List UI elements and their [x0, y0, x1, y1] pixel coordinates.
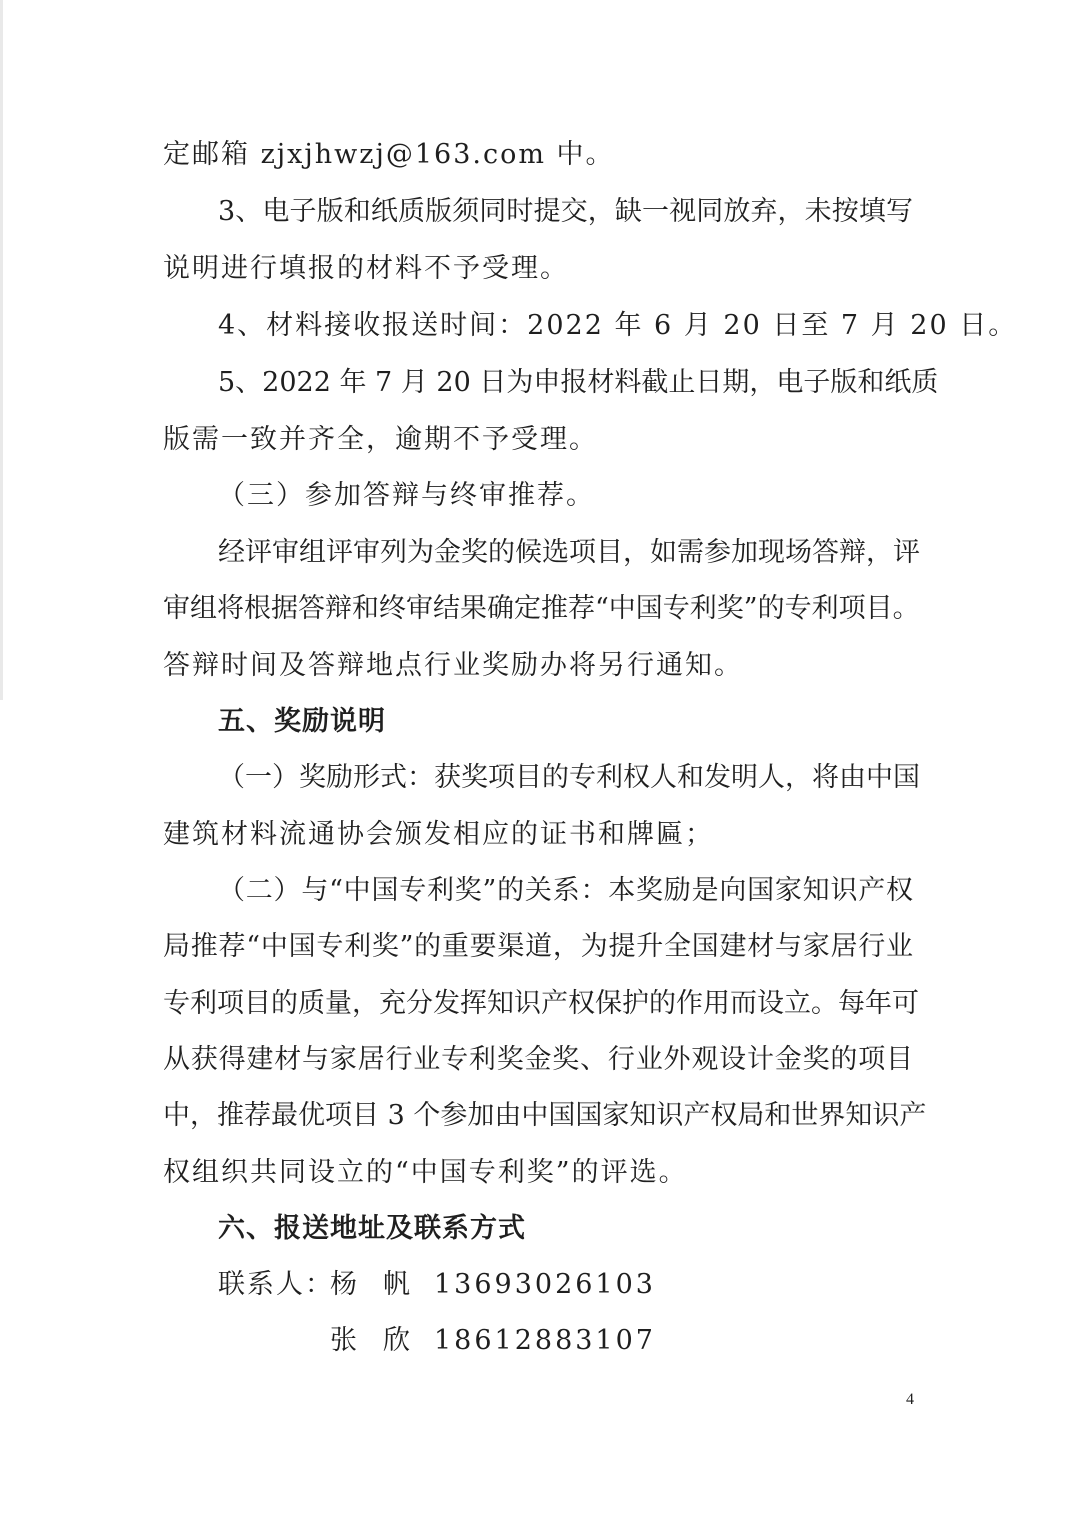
reward-1-line-1: （一）奖励形式：获奖项目的专利权人和发明人，将由中国: [218, 762, 920, 793]
reward-2-line-1: （二）与“中国专利奖”的关系：本奖励是向国家知识产权: [218, 875, 913, 906]
contact-row-2: [218, 1321, 656, 1361]
item-3-line-1: 3、电子版和纸质版须同时提交，缺一视同放弃，未按填写: [218, 196, 913, 227]
item-4-line: 4、材料接收报送时间：2022 年 6 月 20 日至 7 月 20 日。: [218, 310, 1018, 341]
contact-name: 张欣: [330, 1325, 436, 1356]
section-6-heading: 六、报送地址及联系方式: [218, 1213, 526, 1244]
contact-phone: 13693026103: [434, 1269, 656, 1300]
reward-1-line-2: 建筑材料流通协会颁发相应的证书和牌匾；: [163, 819, 714, 850]
contact-row-1: [218, 1265, 656, 1305]
subsection-3-line-1: 经评审组评审列为金奖的候选项目，如需参加现场答辩，评: [218, 537, 920, 568]
item-3-line-2: 说明进行填报的材料不予受理。: [163, 253, 569, 284]
reward-2-line-6: 权组织共同设立的“中国专利奖”的评选。: [163, 1157, 688, 1188]
paragraph-line-email: 定邮箱 zjxjhwzj@163.com 中。: [163, 139, 615, 170]
subsection-3-line-2: 审组将根据答辩和终审结果确定推荐“中国专利奖”的专利项目。: [163, 593, 920, 624]
item-5-line-1: 5、2022 年 7 月 20 日为申报材料截止日期，电子版和纸质: [218, 367, 939, 398]
item-5-line-2: 版需一致并齐全，逾期不予受理。: [163, 424, 598, 455]
subsection-3-line-3: 答辩时间及答辩地点行业奖励办将另行通知。: [163, 650, 743, 681]
section-5-heading: 五、奖励说明: [218, 706, 386, 737]
contact-label: 联系人：: [218, 1269, 334, 1300]
reward-2-line-3: 专利项目的质量，充分发挥知识产权保护的作用而设立。每年可: [163, 988, 919, 1019]
reward-2-line-5: 中，推荐最优项目 3 个参加由中国国家知识产权局和世界知识产: [163, 1100, 927, 1131]
reward-2-line-2: 局推荐“中国专利奖”的重要渠道，为提升全国建材与家居行业: [163, 931, 913, 962]
contact-name: 杨帆: [330, 1269, 436, 1300]
subsection-3-title: （三）参加答辩与终审推荐。: [218, 480, 595, 511]
page-number: 4: [906, 1391, 914, 1408]
reward-2-line-4: 从获得建材与家居行业专利奖金奖、行业外观设计金奖的项目: [163, 1044, 913, 1075]
contact-phone: 18612883107: [434, 1325, 656, 1356]
